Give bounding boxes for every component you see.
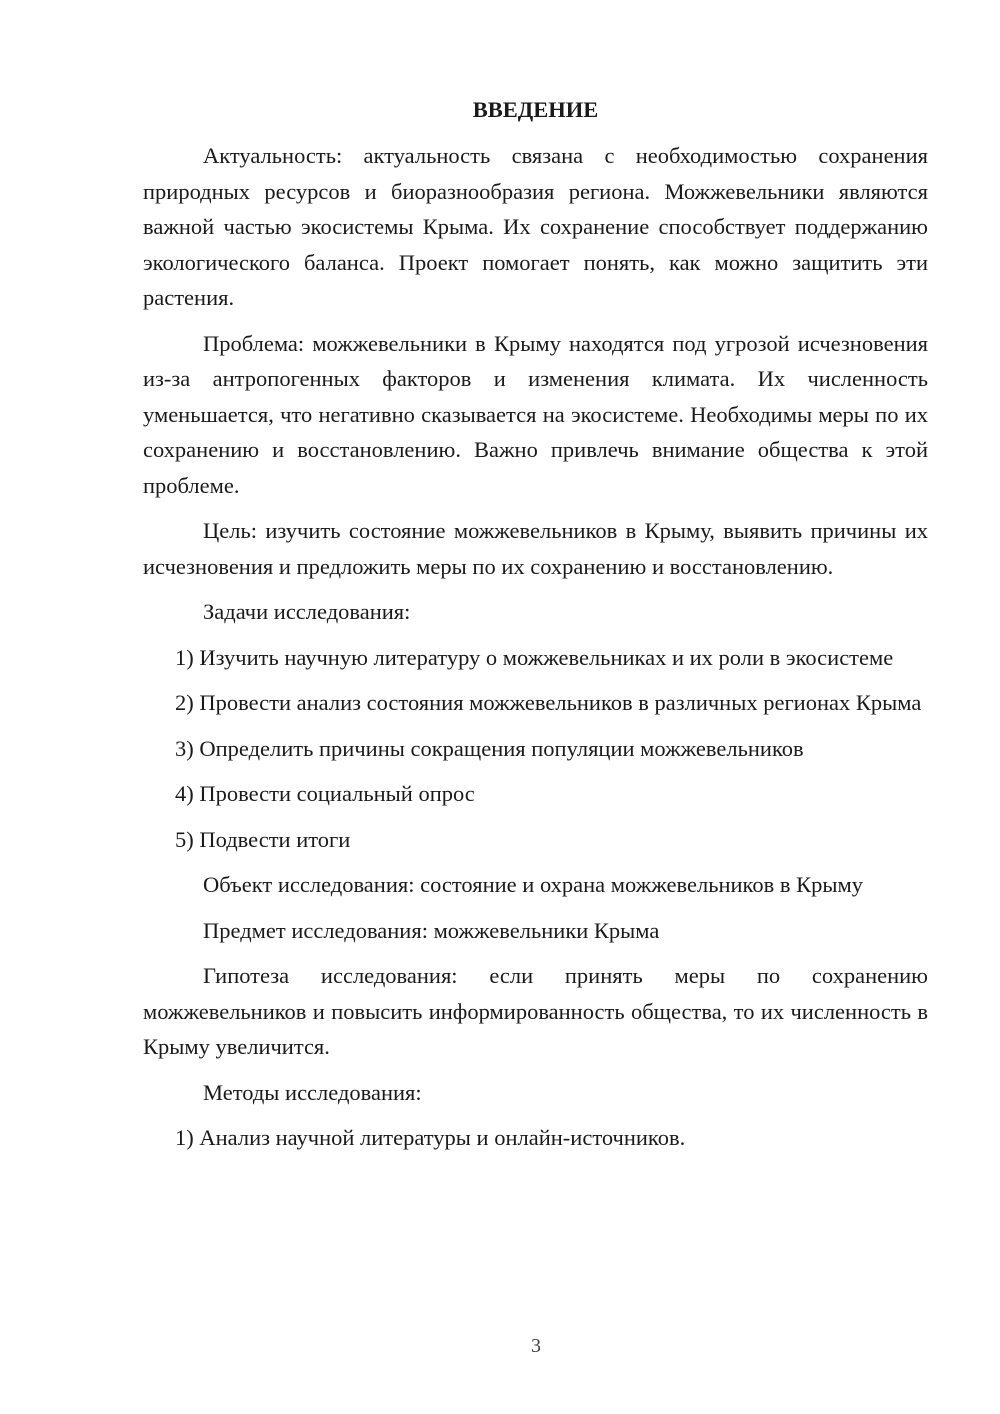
tasks-heading: Задачи исследования:	[203, 599, 411, 624]
methods-heading: Методы исследования:	[203, 1079, 422, 1105]
object-paragraph: Объект исследования: состояние и охрана можжевельников в Крыму	[203, 872, 863, 897]
page-number: 3	[531, 1335, 541, 1357]
problem-paragraph: Проблема: можжевельники в Крыму находятся под угрозой исчезновения из-за антропогенных факторов и изменения климата. Их численность уменьшается, что негативно сказывается на экосистеме. Необходимы меры по их сохранению и восстановлению. Важно привлечь внимание общества к этой проблеме.	[143, 330, 928, 498]
task-item-2: 2) Провести анализ состояния можжевельников в различных регионах Крыма	[175, 690, 922, 715]
document-body	[143, 92, 928, 1166]
hypothesis-paragraph: Гипотеза исследования: если принять меры по сохранению можжевельников и повысить информированность общества, то их численность в Крыму увеличится.	[143, 963, 928, 1059]
goal-paragraph: Цель: изучить состояние можжевельников в Крыму, выявить причины их исчезновения и предложить меры по их сохранению и восстановлению.	[143, 518, 928, 579]
task-item-4: 4) Провести социальный опрос	[175, 781, 475, 806]
task-item-5: 5) Подвести итоги	[175, 826, 351, 852]
section-title: ВВЕДЕНИЕ	[472, 97, 599, 122]
task-item-1: 1) Изучить научную литературу о можжевельниках и их роли в экосистеме	[175, 644, 894, 670]
relevance-paragraph: Актуальность: актуальность связана с необходимостью сохранения природных ресурсов и биоразнообразия региона. Можжевельники являются важной частью экосистемы Крыма. Их сохранение способствует поддержанию экологического баланса. Проект помогает понять, как можно защитить эти растения.	[143, 143, 928, 310]
subject-paragraph: Предмет исследования: можжевельники Крыма	[203, 917, 660, 943]
task-item-3: 3) Определить причины сокращения популяции можжевельников	[175, 735, 804, 761]
method-item-1: 1) Анализ научной литературы и онлайн-источников.	[175, 1125, 686, 1150]
